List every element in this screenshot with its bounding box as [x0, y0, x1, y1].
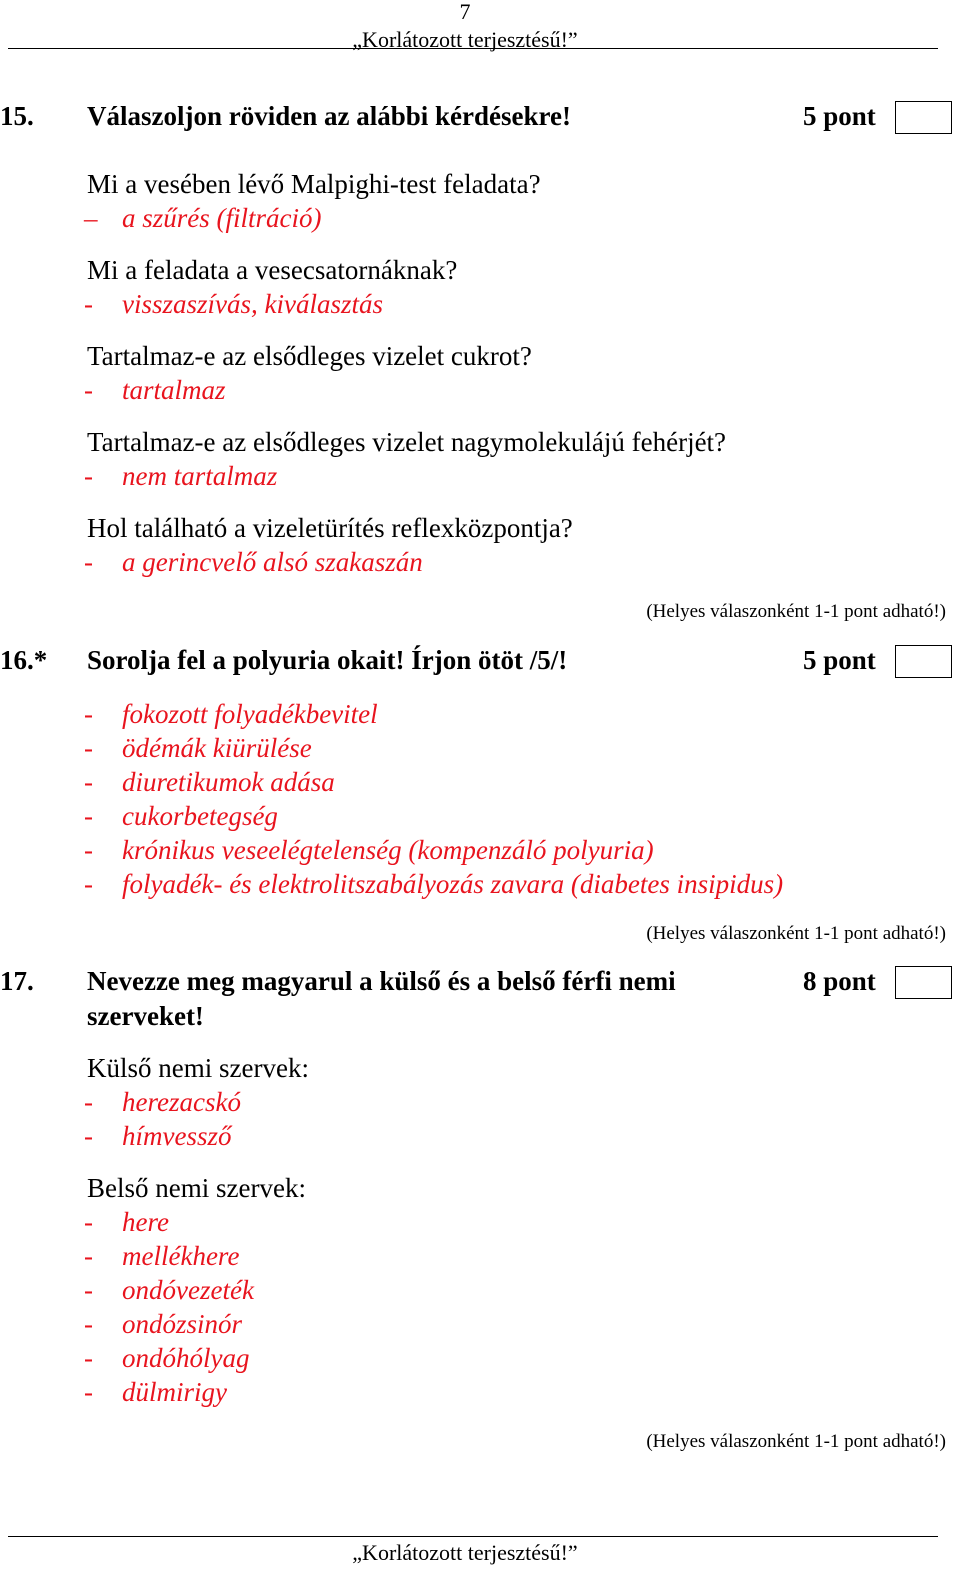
q17-internal-5: ondóhólyag [122, 1343, 250, 1373]
q17-external-label: Külső nemi szervek: [87, 1053, 309, 1083]
q17-internal-2-dash: - [84, 1241, 93, 1271]
q15-answer-2-dash: - [84, 289, 93, 319]
q17-external-1: herezacskó [122, 1087, 241, 1117]
q15-number: 15. [0, 101, 34, 131]
q16-answer-4: cukorbetegség [122, 801, 278, 831]
q15-answer-4: nem tartalmaz [122, 461, 278, 491]
q17-internal-3-dash: - [84, 1275, 93, 1305]
q17-external-1-dash: - [84, 1087, 93, 1117]
q15-answer-2: visszaszívás, kiválasztás [122, 289, 384, 319]
q16-answer-1: fokozott folyadékbevitel [122, 699, 378, 729]
q15-question-5: Hol található a vizeletürítés reflexközpontja? [87, 513, 573, 543]
q17-internal-1-dash: - [84, 1207, 93, 1237]
q16-answer-2: ödémák kiürülése [122, 733, 312, 763]
q17-number: 17. [0, 966, 34, 996]
q17-scoring-note: (Helyes válaszonként 1-1 pont adható!) [646, 1431, 946, 1452]
q15-answer-4-dash: - [84, 461, 93, 491]
q17-title-line-2: szerveket! [87, 1001, 204, 1031]
q16-answer-3: diuretikumok adása [122, 767, 335, 797]
q17-internal-label: Belső nemi szervek: [87, 1173, 306, 1203]
q17-internal-4-dash: - [84, 1309, 93, 1339]
q15-question-3: Tartalmaz-e az elsődleges vizelet cukrot? [87, 341, 532, 371]
q15-question-1: Mi a vesében lévő Malpighi-test feladata? [87, 169, 541, 199]
q16-title: Sorolja fel a polyuria okait! Írjon ötöt /5/! [87, 645, 568, 675]
page-number: 7 [459, 0, 471, 24]
q17-internal-6: dülmirigy [122, 1377, 227, 1407]
q15-question-2: Mi a feladata a vesecsatornáknak? [87, 255, 458, 285]
q15-answer-3-dash: - [84, 375, 93, 405]
q16-answer-5: krónikus veseelégtelenség (kompenzáló polyuria) [122, 835, 654, 865]
q17-external-2-dash: - [84, 1121, 93, 1151]
q17-internal-2: mellékhere [122, 1241, 240, 1271]
q15-answer-5: a gerincvelő alsó szakaszán [122, 547, 423, 577]
q16-answer-6-dash: - [84, 869, 93, 899]
q15-question-4: Tartalmaz-e az elsődleges vizelet nagymolekulájú fehérjét? [87, 427, 727, 457]
q17-score-box[interactable] [895, 966, 952, 999]
q15-answer-3: tartalmaz [122, 375, 226, 405]
q16-answer-1-dash: - [84, 699, 93, 729]
q16-number: 16.* [0, 645, 48, 675]
q15-answer-1: a szűrés (filtráció) [122, 203, 322, 233]
q16-score-box[interactable] [895, 645, 952, 678]
footer-rule [8, 1536, 938, 1537]
q15-answer-5-dash: - [84, 547, 93, 577]
q16-answer-2-dash: - [84, 733, 93, 763]
header-distribution-notice: „Korlátozott terjesztésű!” [352, 27, 578, 52]
q15-scoring-note: (Helyes válaszonként 1-1 pont adható!) [646, 601, 946, 622]
header-rule [8, 48, 938, 49]
q15-points: 5 pont [803, 101, 876, 131]
q16-answer-4-dash: - [84, 801, 93, 831]
q15-title: Válaszoljon röviden az alábbi kérdésekre! [87, 101, 571, 131]
q17-internal-1: here [122, 1207, 169, 1237]
footer-distribution-notice: „Korlátozott terjesztésű!” [352, 1540, 578, 1565]
q15-answer-1-dash: – [84, 203, 98, 233]
q17-internal-3: ondóvezeték [122, 1275, 254, 1305]
q16-answer-6: folyadék- és elektrolitszabályozás zavara (diabetes insipidus) [122, 869, 784, 899]
q17-internal-4: ondózsinór [122, 1309, 243, 1339]
q17-title-line-1: Nevezze meg magyarul a külső és a belső férfi nemi [87, 966, 676, 996]
q17-internal-5-dash: - [84, 1343, 93, 1373]
q15-score-box[interactable] [895, 101, 952, 134]
q16-points: 5 pont [803, 645, 876, 675]
q16-scoring-note: (Helyes válaszonként 1-1 pont adható!) [646, 923, 946, 944]
q17-external-2: hímvessző [122, 1121, 232, 1151]
q16-answer-3-dash: - [84, 767, 93, 797]
q16-answer-5-dash: - [84, 835, 93, 865]
q17-points: 8 pont [803, 966, 876, 996]
q17-internal-6-dash: - [84, 1377, 93, 1407]
